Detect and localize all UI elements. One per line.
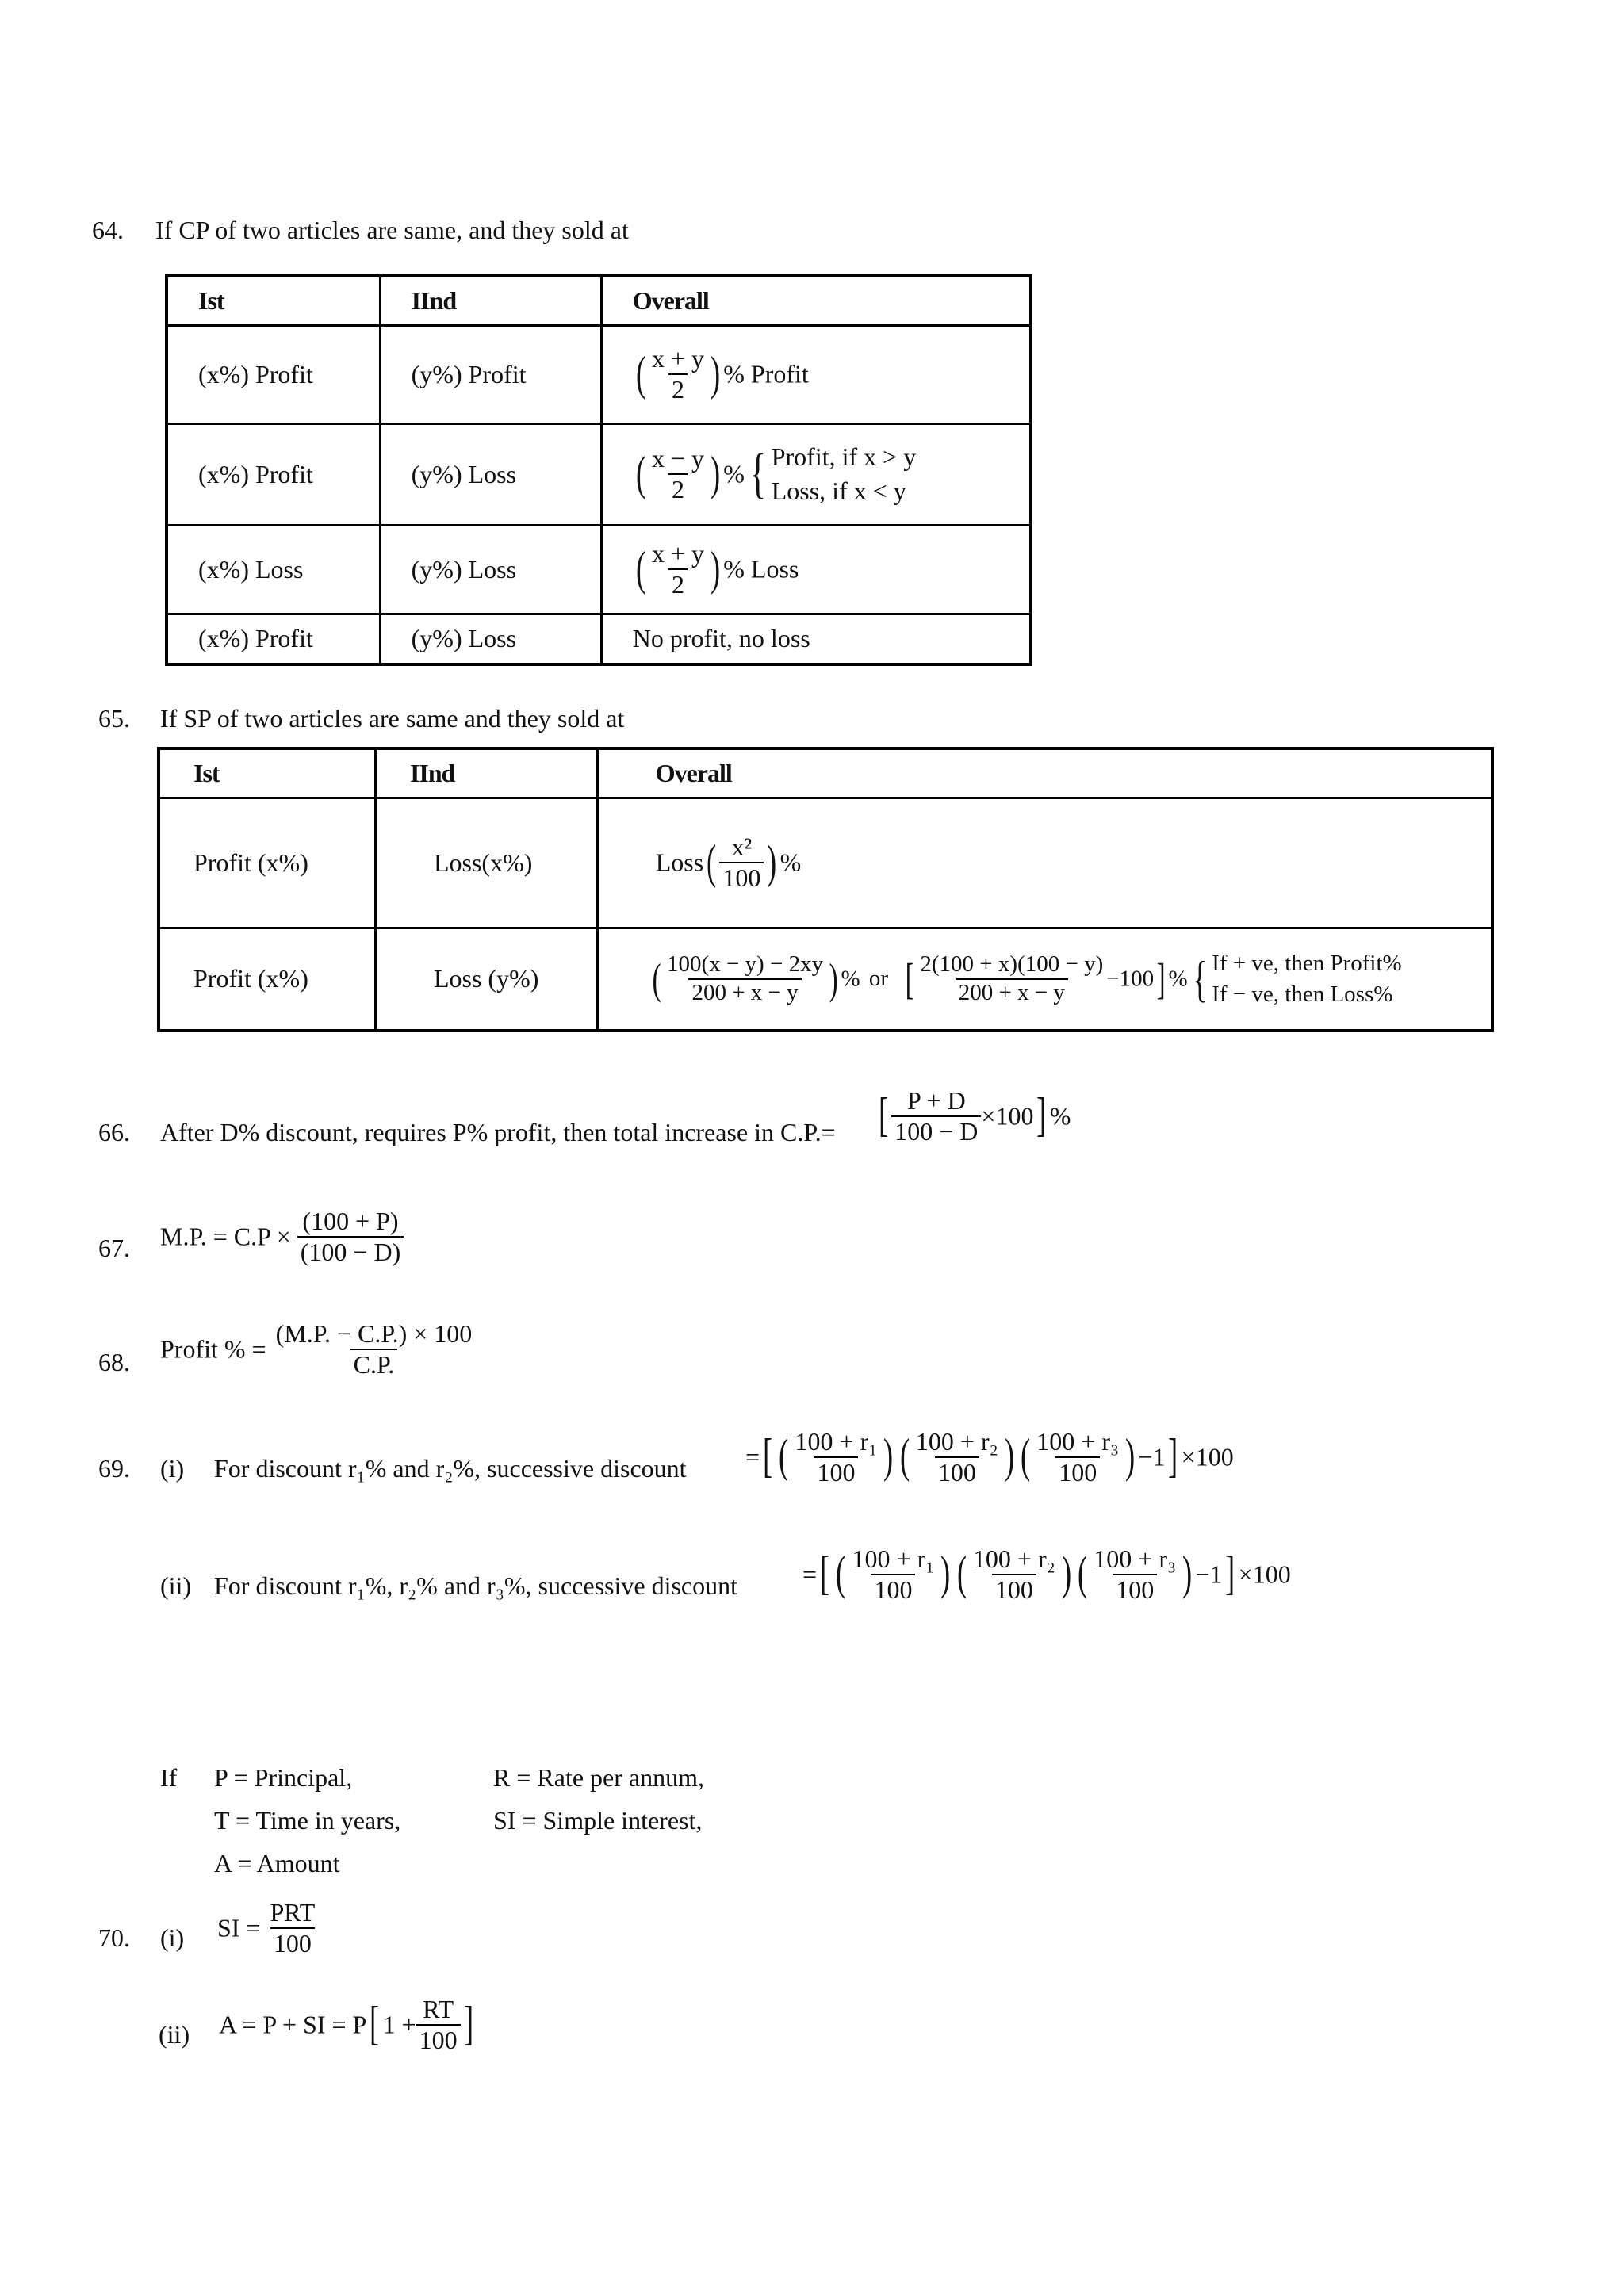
table-row [167,614,1031,664]
fraction-denominator: C.P. [350,1349,398,1380]
item-65-text: If SP of two articles are same and they sold at [160,704,625,733]
fraction-numerator: 100 + r₃ [1036,1427,1120,1456]
definition-principal: P = Principal, [214,1763,353,1792]
table-64-cell-overall: ( $\frac{x + y}{2}$ ) % Loss [601,525,1031,614]
fraction-numerator: x − y [651,444,705,473]
table-64 [165,274,1032,666]
fraction-denominator: 100 [1113,1574,1157,1605]
table-65-header-2nd: IInd [375,748,597,798]
fraction-denominator: 100 [814,1456,858,1487]
or-word: or [868,966,889,992]
case-negative: If − ve, then Loss% [1212,981,1393,1007]
item-67-formula [160,1207,404,1267]
table-65-cell-overall: ( $\frac{100(x - y) - 2xy}{200 + x - y}$ ) % or [ $\frac{2(100 + x)(100 - y)}{200 + x - y}$ −100] %{ If + ve, then Profit% If − ve, then Loss% [597,928,1492,1031]
table-65-cell-2nd: Loss (y%) [375,928,597,1031]
fraction-numerator: 100 + r₃ [1094,1544,1177,1573]
fraction-numerator: RT [423,1995,454,2023]
item-69-i-text: For discount r₁% and r₂%, successive discount [214,1454,687,1483]
fraction-numerator: PRT [270,1898,316,1927]
item-70-number: 70. [98,1923,130,1952]
overall-suffix: % [723,459,745,488]
table-65-cell-2nd: Loss(x%) [375,798,597,928]
table-64-header-row [167,276,1031,325]
overall-suffix: % [841,966,860,992]
table-64-cell-2nd: (y%) Loss [380,525,601,614]
formula-lhs: M.P. = C.P × [160,1222,291,1251]
fraction-numerator: 100 + r₂ [972,1544,1055,1573]
definition-simple-interest: SI = Simple interest, [493,1806,703,1835]
table-row [167,525,1031,614]
item-66-number: 66. [98,1118,130,1146]
fraction-denominator: 2 [668,568,688,599]
table-64-cell-2nd: (y%) Loss [380,614,601,664]
table-65-cell-1st: Profit (x%) [159,928,375,1031]
table-64-cell-2nd: (y%) Loss [380,423,601,525]
item-66-formula: [ $\frac{P + D}{100 - D}$ ×100] % [879,1086,1071,1146]
item-69-ii-text: For discount r₁%, r₂% and r₃%, successive discount [214,1571,737,1600]
item-69-ii-label: (ii) [160,1571,192,1600]
fraction-numerator: 100 + r₁ [795,1427,878,1456]
fraction-numerator: x² [731,832,753,862]
table-row [167,325,1031,423]
overall-suffix: % Loss [723,554,799,584]
table-64-cell-overall: No profit, no loss [601,614,1031,664]
definitions-if: If [160,1763,178,1792]
overall-suffix: % [779,848,802,877]
item-70-ii-label: (ii) [159,2020,190,2049]
fraction-numerator: (M.P. − C.P.) × 100 [275,1319,473,1348]
fraction-denominator: (100 − D) [297,1236,404,1267]
table-64-cell-1st: (x%) Profit [167,325,380,423]
table-64-cell-1st: (x%) Loss [167,525,380,614]
table-65-header-1st: Ist [159,748,375,798]
minus-one: −1 [1195,1559,1223,1589]
table-row [159,798,1492,928]
case-profit: Profit, if x > y [771,442,917,471]
item-69-ii-formula: =[ ( $\frac{\text{100 + r₁}}{100}$ ) ( $\frac{\text{100 + r₂}}{100}$ ) ( $\frac{\text{100 + r₃}}{100}$ ) −1] ×100 [802,1544,1291,1604]
table-row [159,928,1492,1031]
fraction-numerator: x + y [651,539,705,568]
fraction-denominator: 100 [719,862,764,893]
one-plus: 1 + [382,2010,416,2039]
item-64-number: 64. [92,216,124,244]
item-70-i-label: (i) [160,1923,185,1952]
case-positive: If + ve, then Profit% [1212,950,1402,976]
table-64-cell-1st: (x%) Profit [167,423,380,525]
times-100: ×100 [981,1101,1034,1131]
fraction-numerator: 100 + r₂ [915,1427,998,1456]
item-69-number: 69. [98,1454,130,1483]
item-69-i-formula: =[ ( $\frac{\text{100 + r₁}}{100}$ ) ( $\frac{\text{100 + r₂}}{100}$ ) ( $\frac{\text{100 + r₃}}{100}$ ) −1] ×100 [745,1427,1234,1487]
fraction-denominator: 100 [416,2024,461,2055]
formula-lhs: SI = [217,1913,261,1942]
table-64-header-1st: Ist [167,276,380,325]
table-64-header-2nd: IInd [380,276,601,325]
times-100: ×100 [1238,1559,1291,1589]
fraction-numerator: 100 + r₁ [852,1544,935,1573]
item-68-formula [160,1319,475,1380]
fraction-numerator: x + y [651,344,705,373]
formula-lhs: A = P + SI = P [219,2010,367,2039]
fraction-denominator: 100 [1055,1456,1100,1487]
fraction-numerator: 100(x − y) − 2xy [667,951,824,978]
fraction-numerator: 2(100 + x)(100 − y) [920,951,1104,978]
table-row [167,423,1031,525]
table-64-header-overall: Overall [601,276,1031,325]
fraction-denominator: 2 [668,473,688,504]
percent-sign: % [1049,1101,1071,1131]
times-100: ×100 [1181,1442,1234,1471]
item-66-text: After D% discount, requires P% profit, then total increase in C.P.= [160,1118,836,1146]
table-65-cell-overall: Loss( $\frac{\text{x²}}{100}$ ) % [597,798,1492,928]
case-loss: Loss, if x < y [771,476,906,505]
fraction-denominator: 100 [871,1574,915,1605]
table-64-cell-overall: ( $\frac{x + y}{2}$ ) % Profit [601,325,1031,423]
table-65-header-overall: Overall [597,748,1492,798]
table-64-cell-overall: ( $\frac{x - y}{2}$ ) %{ Profit, if x > y Loss, if x < y [601,423,1031,525]
fraction-denominator: 100 [992,1574,1036,1605]
table-65-header-row [159,748,1492,798]
table-65 [157,747,1494,1032]
item-65-number: 65. [98,704,130,733]
fraction-denominator: 200 + x − y [956,978,1068,1006]
fraction-denominator: 100 − D [891,1115,981,1146]
table-64-cell-2nd: (y%) Profit [380,325,601,423]
minus-100: −100 [1106,966,1155,992]
percent-sign: % [1168,966,1188,992]
item-64-text: If CP of two articles are same, and they sold at [155,216,629,244]
fraction-numerator: (100 + P) [302,1207,399,1235]
item-70-ii-formula: A = P + SI = P[ 1 + $\frac{RT}{100}$ ] [219,1995,473,2054]
fraction-denominator: 200 + x − y [688,978,801,1006]
item-69-i-label: (i) [160,1454,185,1483]
minus-one: −1 [1138,1442,1166,1471]
definition-time: T = Time in years, [214,1806,401,1835]
formula-lhs: Profit % = [160,1334,266,1364]
item-67-number: 67. [98,1234,130,1262]
fraction-numerator: P + D [906,1086,966,1115]
definition-rate: R = Rate per annum, [493,1763,704,1792]
fraction-denominator: 100 [935,1456,979,1487]
item-70-i-formula [217,1898,318,1958]
overall-suffix: % Profit [723,359,809,388]
item-68-number: 68. [98,1348,130,1376]
fraction-denominator: 100 [270,1927,315,1958]
table-65-cell-1st: Profit (x%) [159,798,375,928]
table-64-cell-1st: (x%) Profit [167,614,380,664]
fraction-denominator: 2 [668,373,688,404]
definition-amount: A = Amount [214,1849,340,1877]
overall-prefix: Loss [655,848,704,877]
